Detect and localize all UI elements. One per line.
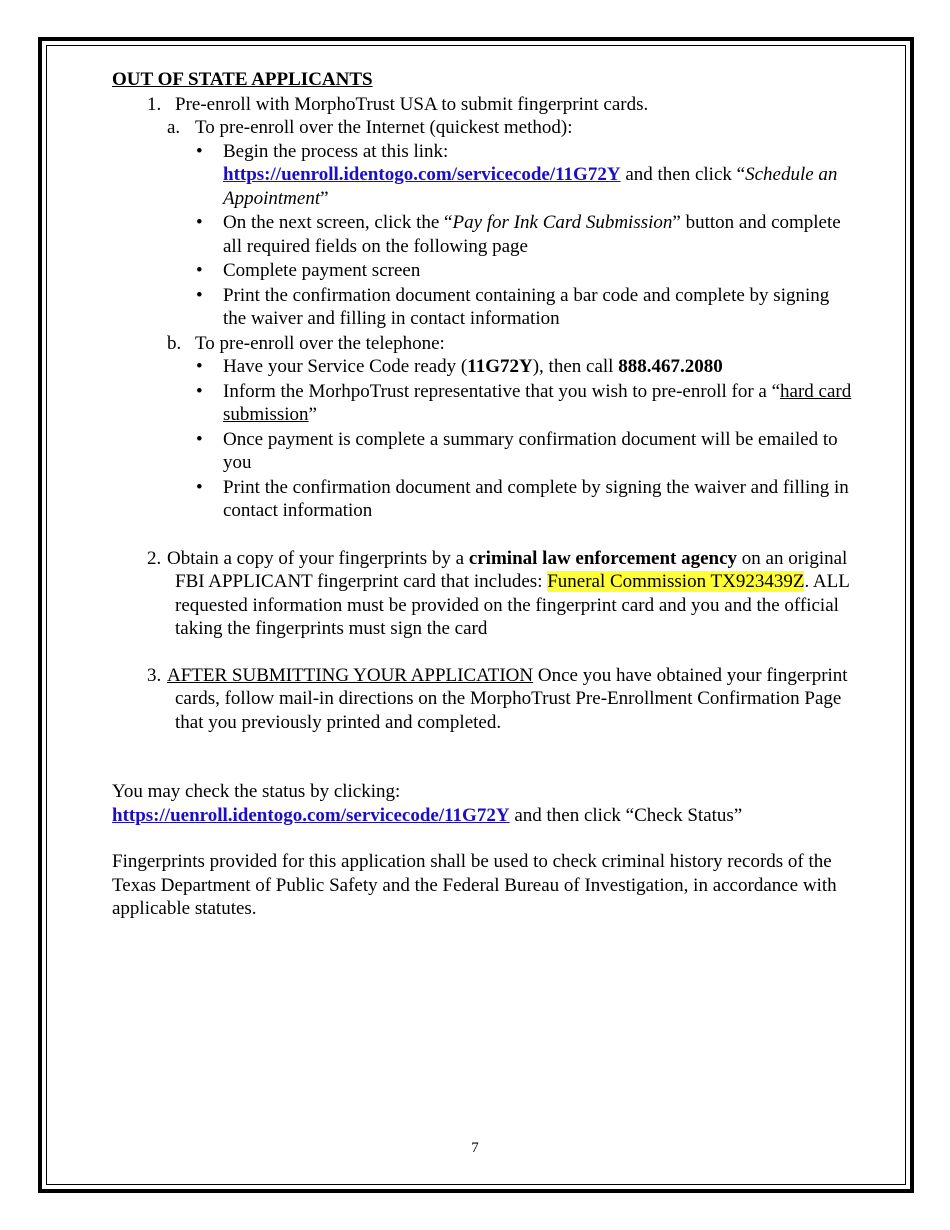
list-item: • Print the confirmation document containing a bar code and complete by signing the waiver and filling in contact information (196, 284, 830, 329)
step-1b-bullets (112, 355, 852, 523)
step-1a (112, 116, 852, 140)
list-item: • Print the confirmation document and complete by signing the waiver and filling in contact information (196, 476, 849, 521)
step-1b (112, 332, 852, 356)
bullet-icon: • (196, 212, 203, 233)
bullet-icon: • (196, 356, 203, 377)
step-1-number: 1. (147, 93, 162, 115)
step-1b-text: To pre-enroll over the telephone: (195, 332, 445, 354)
step-1a-bullets (112, 140, 852, 331)
bullet-icon: • (196, 260, 203, 281)
step-3-number: 3. (147, 664, 162, 686)
bullet-icon: • (196, 284, 203, 306)
list-item: • Complete payment screen (196, 260, 421, 281)
step-3: 3. AFTER SUBMITTING YOUR APPLICATION Once you have obtained your fingerprint cards, follow mail-in directions on the MorphoTrust Pre-Enrollment Confirmation Page that you previously printed and completed. (147, 664, 848, 733)
step-1b-letter: b. (167, 332, 182, 354)
list-item: • On the next screen, click the “Pay for Ink Card Submission” button and complete all required fields on the following page (196, 212, 841, 257)
step-1 (112, 93, 852, 117)
disclaimer-paragraph: Fingerprints provided for this application shall be used to check criminal history records of the Texas Department of Public Safety and the Federal Bureau of Investigation, in accordance with applicable statutes. (112, 851, 837, 919)
list-item: • Have your Service Code ready (11G72Y), then call 888.467.2080 (196, 356, 723, 377)
bullet-icon: • (196, 428, 203, 450)
list-item: • Begin the process at this link: https://uenroll.identogo.com/servicecode/11G72Y and then click “Schedule an Appointment” (196, 140, 838, 209)
step-2: 2. Obtain a copy of your fingerprints by a criminal law enforcement agency on an original FBI APPLICANT fingerprint card that includes: Funeral Commission TX923439Z. ALL requested information must be provided on the fingerprint card and you and the official taking the fingerprints must sign the card (147, 547, 850, 639)
bullet-icon: • (196, 476, 203, 498)
list-item: • Inform the MorhpoTrust representative that you wish to pre-enroll for a “hard card submission” (196, 380, 852, 425)
check-status-link[interactable]: https://uenroll.identogo.com/servicecode/11G72Y (112, 804, 510, 826)
status-paragraph: You may check the status by clicking: https://uenroll.identogo.com/servicecode/11G72Y and then click “Check Status” (112, 781, 743, 826)
highlighted-commission-id: Funeral Commission TX923439Z (547, 571, 805, 592)
list-item: • Once payment is complete a summary confirmation document will be emailed to you (196, 428, 838, 473)
document-body (112, 68, 852, 921)
servicecode-link[interactable]: https://uenroll.identogo.com/servicecode/11G72Y (223, 164, 621, 185)
bullet-icon: • (196, 140, 203, 162)
bullet-icon: • (196, 380, 203, 402)
step-2-number: 2. (147, 547, 162, 569)
step-1-text: Pre-enroll with MorphoTrust USA to submit fingerprint cards. (175, 93, 649, 115)
section-heading: OUT OF STATE APPLICANTS (112, 69, 373, 90)
step-1a-text: To pre-enroll over the Internet (quickest method): (195, 117, 573, 138)
step-1a-letter: a. (167, 117, 181, 138)
page-number: 7 (471, 1140, 479, 1156)
